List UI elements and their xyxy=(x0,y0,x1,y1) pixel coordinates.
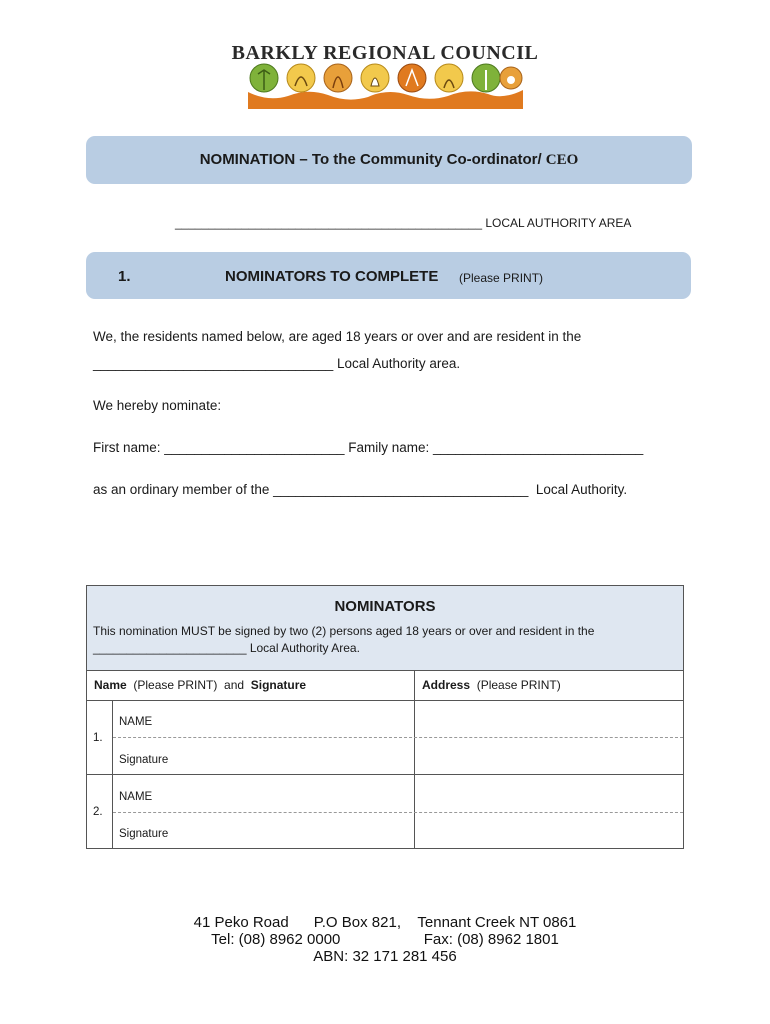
row1-name-field[interactable]: NAME xyxy=(119,716,153,728)
nomination-banner xyxy=(86,136,692,184)
section-title: NOMINATORS TO COMPLETE xyxy=(225,268,439,285)
row1-signature-field[interactable]: Signature xyxy=(119,754,169,766)
nominators-table xyxy=(86,585,684,849)
residents-statement: We, the residents named below, are aged 18 years or over and are resident in the xyxy=(93,329,582,344)
local-authority-area-line[interactable]: ________________________________ Local Authority area. xyxy=(93,356,461,371)
nominators-instruction: This nomination MUST be signed by two (2) persons aged 18 years or over and resident in the xyxy=(93,624,595,638)
org-name: BARKLY REGIONAL COUNCIL xyxy=(231,42,539,64)
row2-name-field[interactable]: NAME xyxy=(119,791,153,803)
footer-abn: ABN: 32 171 281 456 xyxy=(313,948,457,965)
footer-address: 41 Peko Road P.O Box 821, Tennant Creek NT 0861 xyxy=(193,914,577,931)
nomination-title-text: NOMINATION – To the Community Co-ordinator/ xyxy=(199,151,546,168)
row2-signature-field[interactable]: Signature xyxy=(119,828,169,840)
col-address-bold: Address xyxy=(422,678,471,692)
nomination-title xyxy=(86,151,692,169)
member-line[interactable]: as an ordinary member of the __________________________________ Local Authority. xyxy=(93,482,628,497)
council-logo xyxy=(248,62,523,109)
section-note: (Please PRINT) xyxy=(459,271,544,285)
footer xyxy=(0,914,770,965)
col-name-header xyxy=(94,678,306,692)
section-banner xyxy=(86,252,691,299)
section-number: 1. xyxy=(118,268,131,285)
footer-contact: Tel: (08) 8962 0000 Fax: (08) 8962 1801 xyxy=(211,931,559,948)
nominee-name-line[interactable]: First name: ________________________ Family name: ____________________________ xyxy=(93,440,644,455)
nominate-statement: We hereby nominate: xyxy=(93,398,222,413)
local-authority-area-field[interactable]: ______________________________________________ LOCAL AUTHORITY AREA xyxy=(175,216,632,230)
row1-number: 1. xyxy=(93,732,103,744)
nominators-area-line[interactable]: _______________________ Local Authority Area. xyxy=(93,641,360,655)
col-name-mid: (Please PRINT) and xyxy=(126,678,251,692)
row1-address-field[interactable] xyxy=(415,701,683,774)
nomination-title-ceo: CEO xyxy=(545,152,579,168)
col-address-rest: (Please PRINT) xyxy=(470,678,561,692)
row2-number: 2. xyxy=(93,806,103,818)
nominators-header xyxy=(87,586,683,671)
col-name-bold: Name xyxy=(94,678,127,692)
col-address-header xyxy=(422,678,561,692)
col-signature-bold: Signature xyxy=(250,678,307,692)
nominators-title: NOMINATORS xyxy=(334,598,436,615)
row2-address-field[interactable] xyxy=(415,775,683,848)
